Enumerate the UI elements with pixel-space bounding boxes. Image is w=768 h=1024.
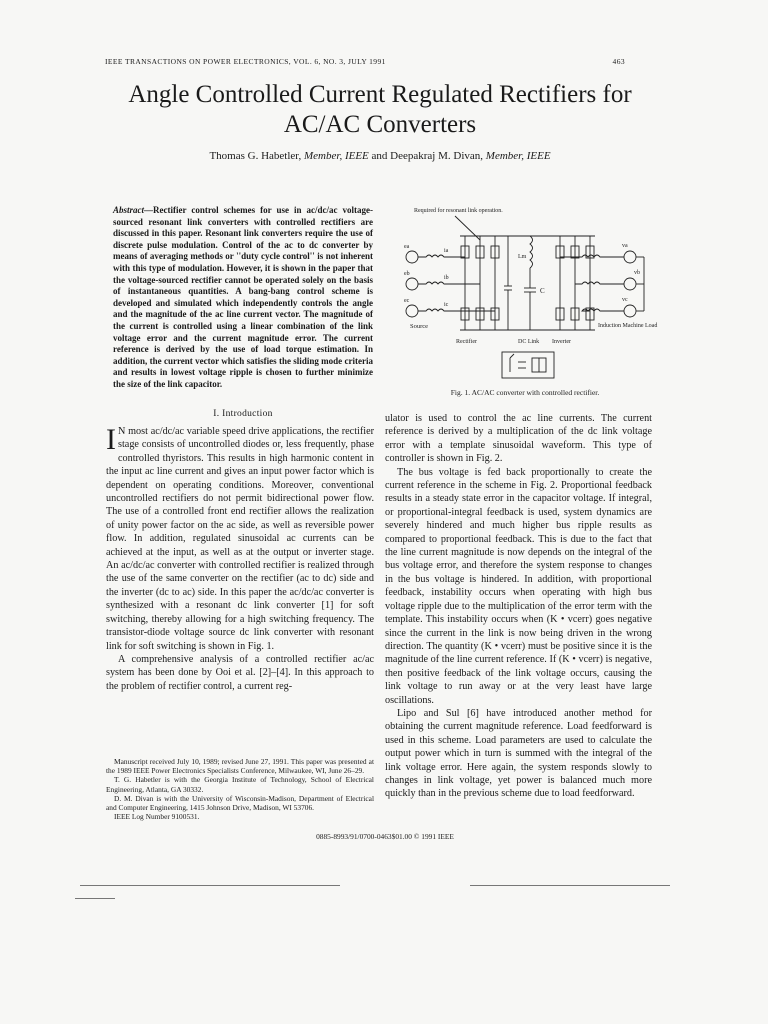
fig-label-lm: Lm	[518, 254, 527, 260]
switch-symbol-box	[502, 352, 554, 378]
fig-label-ib: ib	[444, 275, 449, 281]
copyright-line: 0885-8993/91/0700-0463$01.00 © 1991 IEEE	[316, 832, 454, 841]
paragraph: A comprehensive analysis of a controlled rectifier ac/ac system has been done by Ooi et al. [2]–[4]. In this approach to the problem of rectifier control, a current reg-	[106, 653, 374, 692]
footnotes	[106, 757, 374, 821]
fig-label-source: Source	[410, 323, 429, 330]
fig-label-ic: ic	[444, 302, 449, 308]
fig-label-rectifier: Rectifier	[456, 339, 477, 345]
fig-label-eb: eb	[404, 271, 410, 277]
title-line-1: Angle Controlled Current Regulated Rectifiers for	[128, 81, 632, 108]
section-heading: I. Introduction	[213, 409, 273, 419]
paper-title	[80, 80, 680, 140]
paragraph: The bus voltage is fed back proportionally to create the current reference in the scheme in Fig. 2. Proportional feedback results in a steady state error in the capacitor voltage. If integral, or proportional-integral feedback is used, system dynamics are severely hindered and much higher bus ripple results as compared to proportional feedback. This is due to the fact that the line current magnitude is now depends on the integral of the bus voltage error, and therefore the system response to changes in the bus voltage is hindered. In addition, with proportional feedback, instability occurs when operating with high bus voltage ripple due to the multiplication of the error term with the template. This instability occurs when (K • vcerr) goes negative since the current in the link is now being driven in the wrong direction. The quantity (K • vcerr) must be positive since it is the magnitude of the line current reference. If (K • vcerr) is negative, then positive feedback of the link voltage occurs, causing the link voltage to run away or at the very least have large oscillations.	[385, 466, 652, 706]
author-2-affiliation: Member, IEEE	[485, 150, 551, 162]
scan-artifact-line	[75, 898, 115, 899]
right-column-body	[385, 412, 652, 801]
fig-label-ec: ec	[404, 298, 410, 304]
paragraph	[106, 425, 374, 653]
fig-label-ea: ea	[404, 244, 410, 250]
load-lines	[560, 251, 644, 317]
figure-1	[400, 200, 658, 400]
abstract-label: Abstract	[113, 205, 145, 215]
fig-label-dclink: DC Link	[518, 339, 540, 345]
author-conjunction: and	[371, 150, 388, 162]
scan-artifact-line	[80, 885, 340, 886]
author-2: Deepakraj M. Divan,	[390, 150, 484, 162]
author-line	[80, 150, 680, 162]
page-number: 463	[612, 57, 625, 66]
running-header: IEEE TRANSACTIONS ON POWER ELECTRONICS, VOL. 6, NO. 3, JULY 1991	[105, 57, 386, 66]
fig-label-inverter: Inverter	[552, 339, 571, 345]
fig-label-ia: ia	[444, 248, 449, 254]
fig-label-c: C	[540, 287, 545, 295]
figure-caption: Fig. 1. AC/AC converter with controlled rectifier.	[450, 388, 600, 397]
fig-label-load: Induction Machine Load	[598, 323, 658, 329]
source-lines	[406, 251, 495, 317]
resonant-link	[504, 236, 536, 330]
title-line-2: AC/AC Converters	[283, 111, 477, 138]
scan-artifact-line	[470, 885, 670, 886]
left-column-body	[106, 425, 374, 693]
paragraph-text: N most ac/dc/ac variable speed drive applications, the rectifier stage consists of uncontrolled diodes or, less frequently, phase controlled thyristors. This results in high harmonic content in the input ac line current and gives an input power factor which is dependent on operating conditions. Moreover, conventional uncontrolled rectifiers do not permit bidirectional power flow. The use of a controlled front end rectifier allows the realization of unity power factor on the ac side, as well as reversible power flow. In addition, regulated sinusoidal ac currents can be achieved at the input, as well as at the output or inverter stage. An ac/dc/ac converter with controlled rectifier is realized through the use of the same converter on the rectifier (ac to dc) side and the inverter (dc to ac) side. In this paper the ac/dc/ac converter is synthesized with a resonant dc link converter [1] for soft switching, thereby allowing for a high switching frequency. The transistor-diode voltage source dc link converter with resonant link for soft switching is shown in Fig. 1.	[106, 426, 374, 652]
paragraph: Lipo and Sul [6] have introduced another method for obtaining the current magnitude reference. Load feedforward is used in this scheme. Load parameters are used to calculate the output power which in turn is summed with the integral of the link voltage error. Here again, the system responds slowly to changes in link voltage, yet power is balanced much more quickly than in the previous scheme due to load feedforward.	[385, 707, 652, 800]
footnote: D. M. Divan is with the University of Wisconsin-Madison, Department of Electrical and Computer Engineering, 1415 Johnson Drive, Madison, WI 53706.	[106, 793, 374, 813]
fig-label-vc: vc	[622, 297, 628, 303]
footnote: Manuscript received July 10, 1989; revised June 27, 1991. This paper was presented at the 1989 IEEE Power Electronics Specialists Conference, Milwaukee, WI, June 26–29.	[106, 757, 374, 776]
fig-note-line: Required for resonant link operation.	[414, 208, 503, 214]
rectifier-legs	[461, 236, 499, 330]
author-1: Thomas G. Habetler,	[209, 150, 302, 162]
footnote: IEEE Log Number 9100531.	[114, 812, 200, 822]
footnote: T. G. Habetler is with the Georgia Institute of Technology, School of Electrical Engineering, Atlanta, GA 30332.	[106, 775, 374, 794]
abstract	[113, 205, 373, 391]
circuit-diagram	[400, 200, 658, 390]
paragraph: ulator is used to control the ac line currents. The current reference is derived by a multiplication of the dc link voltage error with a template sinusoidal waveform. This type of controller is shown in Fig. 2.	[385, 413, 652, 465]
fig-label-va: va	[622, 243, 628, 249]
author-1-affiliation: Member, IEEE	[304, 150, 369, 162]
fig-label-vb: vb	[634, 270, 640, 276]
abstract-text: —Rectifier control schemes for use in ac/dc/ac voltage-sourced resonant link converters with controlled rectifiers are discussed in this paper. Resonant link converters require the use of discrete pulse modulation. Control of the ac to dc converter by means of averaging methods or ''duty cycle control'' is not inherent with this type of modulation. However, it is shown in the paper that the voltage-sourced rectifier cannot be operated solely on the basis of instantaneous quantities. A bang-bang control scheme is developed and simulated which independently controls the angle and the magnitude of the ac line current vector. The magnitude of the current is controlled using a linear combination of the link voltage error and the current magnitude error. The current reference is derived by the use of load torque estimation. In addition, the current vector which satisfies the sliding mode criteria and results in lowest voltage ripple is chosen to further minimize the size of the link capacitor.	[113, 205, 373, 389]
drop-cap: I	[106, 423, 116, 456]
